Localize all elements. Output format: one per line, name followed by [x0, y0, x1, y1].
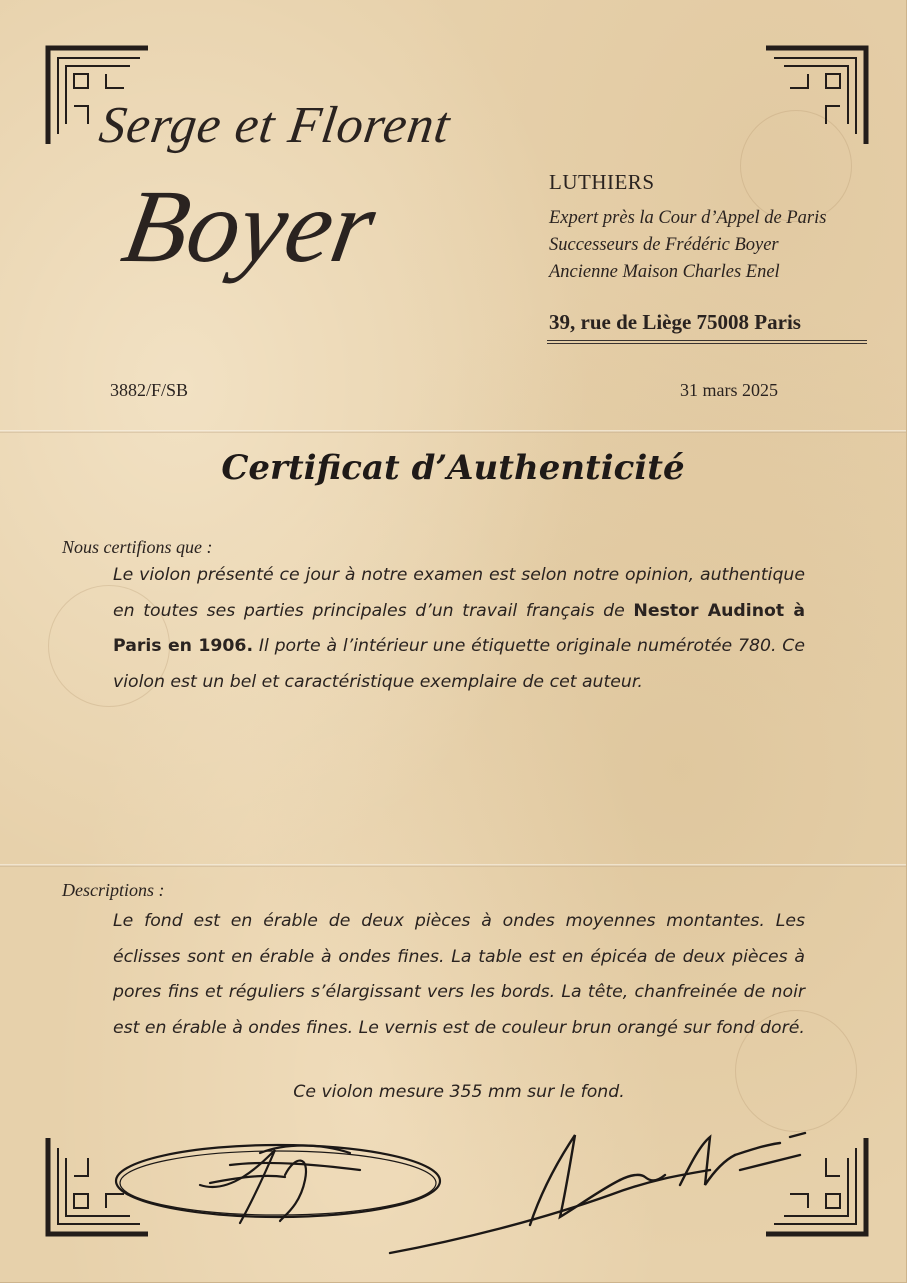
certificate-reference: 3882/F/SB — [110, 380, 189, 400]
fold-line-upper — [0, 430, 906, 433]
letterhead-address: 39, rue de Liège 75008 Paris — [549, 310, 801, 334]
instrument-maker: Nestor Audinot à Paris en 1906. — [113, 600, 805, 656]
signature-right — [380, 1125, 810, 1260]
certification-label: Nous certifions que : — [62, 537, 213, 557]
letterhead-name-line1: Serge et Florent — [95, 97, 455, 154]
certification-paragraph — [113, 558, 805, 700]
measurement-line: Ce violon mesure 355 mm sur le fond. — [293, 1082, 625, 1102]
certificate-date: 31 mars 2025 — [680, 380, 778, 400]
address-underline-double — [547, 343, 867, 344]
certification-text-before: Le violon présenté ce jour à notre examen est selon notre opinion, authentique en toutes ses parties principales d’un travail français de — [113, 565, 805, 621]
letterhead-subline-expert: Expert près la Cour d’Appel de Paris — [549, 208, 827, 228]
descriptions-label: Descriptions : — [62, 880, 165, 900]
corner-ornament-top-right — [762, 44, 870, 148]
letterhead-name-line2: Boyer — [114, 169, 384, 284]
fold-line-lower — [0, 864, 906, 867]
letterhead-profession: LUTHIERS — [549, 170, 655, 194]
letterhead-subline-successeurs: Successeurs de Frédéric Boyer — [549, 235, 779, 255]
certification-text-after: Il porte à l’intérieur une étiquette originale numérotée 780. Ce violon est un bel et caractéristique exemplaire de cet auteur. — [113, 636, 805, 692]
letterhead-subline-ancienne-maison: Ancienne Maison Charles Enel — [549, 262, 780, 282]
certificate-title: Certificat d’Authenticité — [221, 448, 685, 488]
address-underline — [547, 340, 867, 341]
descriptions-paragraph: Le fond est en érable de deux pièces à ondes moyennes montantes. Les éclisses sont en érable à ondes fines. La table est en épicéa de deux pièces à pores fins et réguliers s’élargissant vers les bords. La tête, chanfreinée de noir est en érable à ondes fines. Le vernis est de couleur brun orangé sur fond doré. — [113, 911, 805, 1038]
